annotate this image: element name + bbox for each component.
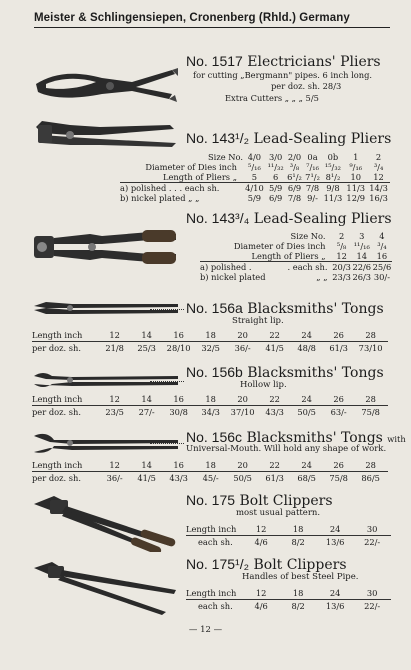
table-cell: 43/3 [169,473,188,483]
table-cell: 12 [109,394,120,404]
table-row: Length of Pliers „ 5 6 6¹/₂ 7¹/₂ 8¹/₂ 10 12 [120,172,390,183]
divider [32,405,388,406]
table-cell: 36/- [106,473,123,483]
table-cell: 12 [109,330,120,340]
electricians-pliers-image [32,60,182,112]
product-name: Blacksmiths' Tongs [246,430,383,446]
table-cell: 21/8 [105,343,124,353]
price-row: each sh. 4/6 8/2 13/6 22/- [186,537,391,547]
product-subtitle: Straight lip. [232,316,284,326]
table-cell: 18 [292,524,304,534]
product-name: Lead-Sealing Pliers [253,211,392,227]
divider [32,471,388,472]
table-cell: 41/5 [265,343,284,353]
bolt-clippers-image [30,492,180,552]
table-cell: 23/5 [105,407,124,417]
table-cell: 75/8 [361,407,380,417]
table-cell: 24 [329,588,341,598]
table-cell: 20 [237,394,248,404]
table-cell: 24 [301,330,312,340]
length-row: Length inch 12 14 16 18 20 22 24 26 28 [32,330,388,340]
leader-dots [150,309,184,310]
product-name: Bolt Clippers [253,557,347,573]
table-cell: 28 [365,460,376,470]
product-number: No. 175 [186,492,236,508]
price-row: per doz. sh. 21/8 25/3 28/10 32/5 36/- 41/5 48/8 61/3 73/10 [32,343,388,353]
product-number: No. 1517 [186,53,243,69]
product-subtitle: most usual pattern. [236,508,321,518]
product-number: No. 156b [186,364,243,380]
table-cell: 20 [237,330,248,340]
table-cell: 13/6 [325,601,345,611]
table-cell: 43/3 [265,407,284,417]
table-cell: 14 [141,394,152,404]
price-row: per doz. sh. 36/- 41/5 43/3 45/- 50/5 61/3 68/5 75/8 86/5 [32,473,388,483]
table-row: a) polished . . each sh. 20/3 22/6 25/6 [200,262,392,272]
table-cell: 12 [255,588,267,598]
product-name: Lead-Sealing Pliers [253,131,392,147]
tongs-straight-lip-image [32,296,180,320]
length-row: Length inch 12 18 24 30 [186,524,391,534]
table-cell: 37/10 [230,407,255,417]
table-cell: 36/- [234,343,251,353]
table-cell: 24 [301,460,312,470]
table-cell: 28 [365,394,376,404]
table-cell: 14 [141,330,152,340]
table-cell: 86/5 [361,473,380,483]
table-cell: 28/10 [166,343,191,353]
length-row: Length inch 12 14 16 18 20 22 24 26 28 [32,460,388,470]
table-cell: 27/- [138,407,155,417]
page-number: — 12 — [188,625,223,635]
table-cell: 16 [173,394,184,404]
product-number: No. 143³/₄ [186,210,250,226]
product-name: Blacksmiths' Tongs [247,301,384,317]
spec-table [200,231,392,282]
table-row: b) nickel plated „ „ 23/3 26/3 30/- [200,272,390,282]
product-number: No. 156a [186,300,243,316]
table-cell: 4/6 [254,601,268,611]
table-cell: 14 [141,460,152,470]
table-cell: 30/8 [169,407,188,417]
length-row: Length inch 12 18 24 30 [186,588,391,598]
divider [186,535,391,536]
length-row: Length inch 12 14 16 18 20 22 24 26 28 [32,394,388,404]
table-cell: 24 [301,394,312,404]
table-cell: 13/6 [325,537,345,547]
table-cell: 68/5 [297,473,316,483]
table-cell: 18 [205,394,216,404]
table-cell: 30 [366,588,378,598]
divider [186,599,391,600]
table-cell: 25/3 [137,343,156,353]
table-row: Diameter of Dies inch ⁵/₈ ¹¹/₁₆ ³/₄ [233,241,387,251]
leader-dots [150,443,184,444]
divider [32,341,388,342]
table-cell: 41/5 [137,473,156,483]
table-cell: 16 [173,460,184,470]
table-cell: 48/8 [297,343,316,353]
extra-cutters-price: Extra Cutters „ „ „ 5/5 [225,93,319,103]
table-cell: 73/10 [358,343,383,353]
product-subtitle: Handles of best Steel Pipe. [242,572,359,582]
table-cell: 22 [269,330,280,340]
table-cell: 4/6 [254,537,268,547]
table-cell: 61/3 [265,473,284,483]
table-cell: 24 [329,524,341,534]
product-name: Blacksmiths' Tongs [247,365,384,381]
lead-sealing-pliers-image [30,113,180,155]
table-row: Diameter of Dies inch ⁵/₁₆ ¹¹/₃₂ ³/₈ ⁷/₁₆ ¹⁵/₃₂ ⁹/₁₆ ³/₄ [145,162,384,172]
table-cell: 30 [366,524,378,534]
table-row: a) polished . . . each sh. 4/10 5/9 6/9 7/8 9/8 11/3 14/3 [120,183,388,193]
table-cell: 61/3 [329,343,348,353]
table-cell: 75/8 [329,473,348,483]
table-cell: 50/5 [233,473,252,483]
table-cell: 34/3 [201,407,220,417]
table-cell: 12 [109,460,120,470]
price-row: each sh. 4/6 8/2 13/6 22/- [186,601,391,611]
product-name: Bolt Clippers [239,493,333,509]
product-price: per doz. sh. 28/3 [271,81,342,91]
table-cell: 26 [333,460,344,470]
table-row: b) nickel plated „ „ 5/9 6/9 7/8 9/- 11/3 12/9 16/3 [120,193,388,203]
table-cell: 26 [333,330,344,340]
table-cell: 20 [237,460,248,470]
table-cell: 18 [205,460,216,470]
table-cell: 8/2 [291,537,305,547]
product-number: No. 143¹/₂ [186,130,250,146]
table-row: Length of Pliers „ 12 14 16 [200,251,392,262]
bolt-clippers-steel-pipe-image [30,560,180,616]
table-cell: 18 [292,588,304,598]
lead-sealing-pliers-large-image [30,222,180,272]
tongs-hollow-lip-image [32,368,180,392]
price-row: per doz. sh. 23/5 27/- 30/8 34/3 37/10 43/3 50/5 63/- 75/8 [32,407,388,417]
table-cell: 28 [365,330,376,340]
product-number: No. 156c [186,429,243,445]
table-row: Size No. 4/0 3/0 2/0 0a 0b 1 2 [208,152,382,162]
table-cell: 32/5 [201,343,220,353]
product-name-suffix: with [387,434,406,444]
product-subtitle: Hollow lip. [240,380,287,390]
spec-table [120,152,390,203]
leader-dots [150,381,184,382]
product-subtitle: Universal-Mouth. Will hold any shape of work. [186,444,387,454]
table-row: Size No. 2 3 4 [290,231,385,241]
table-cell: 50/5 [297,407,316,417]
table-cell: 26 [333,394,344,404]
table-cell: 12 [255,524,267,534]
table-cell: 22 [269,460,280,470]
product-name: Electricians' Pliers [247,54,381,70]
table-cell: 16 [173,330,184,340]
table-cell: 22 [269,394,280,404]
table-cell: 22/- [364,537,381,547]
product-description: for cutting „Bergmann" pipes. 6 inch long. [193,70,373,80]
table-cell: 18 [205,330,216,340]
table-cell: 45/- [202,473,219,483]
product-number: No. 175¹/₂ [186,556,250,572]
table-cell: 8/2 [291,601,305,611]
page-header: Meister & Schlingensiepen, Cronenberg (Rhld.) Germany [34,12,390,28]
table-cell: 22/- [364,601,381,611]
table-cell: 63/- [330,407,347,417]
